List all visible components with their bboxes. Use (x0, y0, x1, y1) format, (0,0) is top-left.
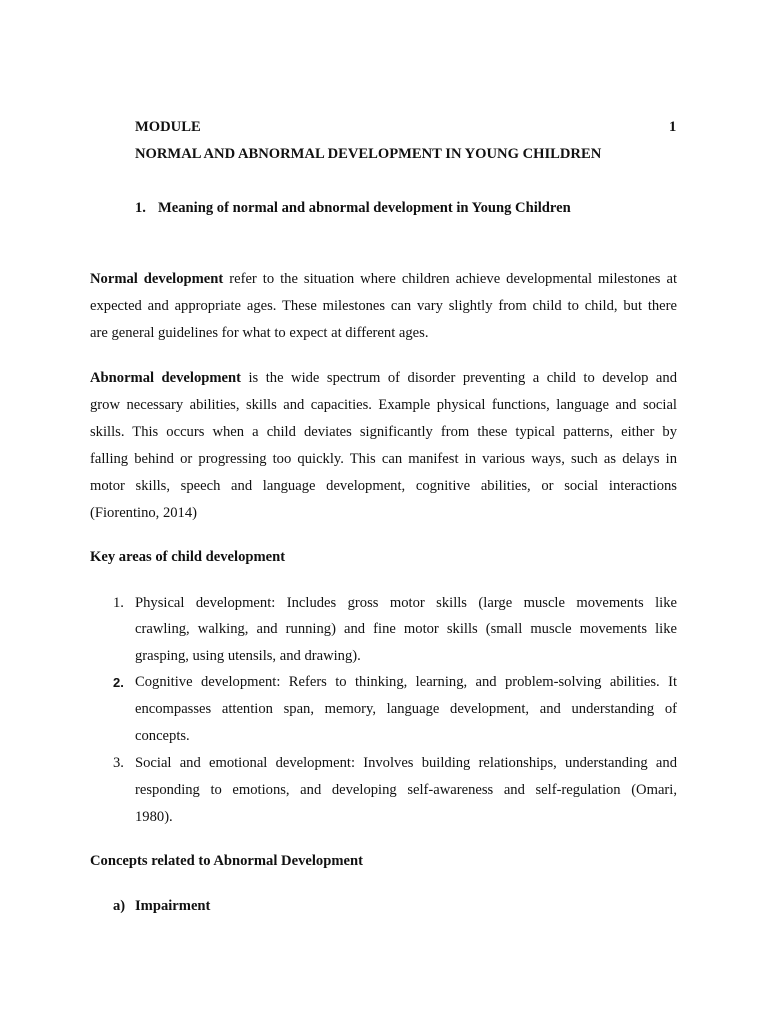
abnormal-term: Abnormal development (90, 370, 241, 386)
concepts-heading: Concepts related to Abnormal Development (90, 853, 363, 869)
normal-line-3: are general guidelines for what to expect at different ages. (90, 325, 429, 341)
normal-term: Normal development (90, 271, 224, 287)
list-item-3-line-1: Social and emotional development: Involves building relationships, understanding and (135, 755, 677, 771)
sub-heading-impairment: Impairment (135, 898, 211, 914)
abnormal-line-3: skills. This occurs when a child deviates significantly from these typical patterns, either by (90, 424, 677, 440)
abnormal-line-2: grow necessary abilities, skills and capacities. Example physical functions, language and social (90, 397, 677, 413)
section-number: 1. (135, 200, 146, 216)
list-item-2-line-3: concepts. (135, 728, 190, 744)
list-item-2-line-2: encompasses attention span, memory, language development, and understanding of (135, 701, 677, 717)
page-number: 1 (669, 119, 677, 135)
abnormal-line-1: Abnormal development is the wide spectrum of disorder preventing a child to develop and (90, 370, 677, 386)
list-item-number: 1. (113, 595, 124, 611)
list-item-1-line-2: crawling, walking, and running) and fine motor skills (small muscle movements like (135, 621, 677, 637)
module-title: NORMAL AND ABNORMAL DEVELOPMENT IN YOUNG CHILDREN (135, 146, 602, 162)
list-item-2-line-1: Cognitive development: Refers to thinking, learning, and problem-solving abilities. It (135, 674, 677, 690)
section-heading: Meaning of normal and abnormal development in Young Children (158, 200, 571, 216)
list-item-1-line-3: grasping, using utensils, and drawing). (135, 648, 361, 664)
abnormal-line-4: falling behind or progressing too quickly. This can manifest in various ways, such as delays in (90, 451, 677, 467)
sub-heading-letter: a) (113, 898, 126, 914)
abnormal-line-5: motor skills, speech and language development, cognitive abilities, or social interactions (90, 478, 677, 494)
list-item-3-line-2: responding to emotions, and developing self-awareness and self-regulation (Omari, (135, 782, 677, 798)
normal-line-2: expected and appropriate ages. These milestones can vary slightly from child to child, but there (90, 298, 677, 314)
key-areas-heading: Key areas of child development (90, 549, 286, 565)
abnormal-line-6: (Fiorentino, 2014) (90, 505, 198, 521)
list-item-number: 3. (113, 755, 124, 771)
module-label: MODULE (135, 119, 201, 135)
normal-line-1: Normal development refer to the situation where children achieve developmental milestones at (90, 271, 677, 287)
list-item-number: 2. (113, 675, 124, 690)
list-item-3-line-3: 1980). (135, 809, 173, 825)
list-item-1-line-1: Physical development: Includes gross motor skills (large muscle movements like (135, 595, 677, 611)
